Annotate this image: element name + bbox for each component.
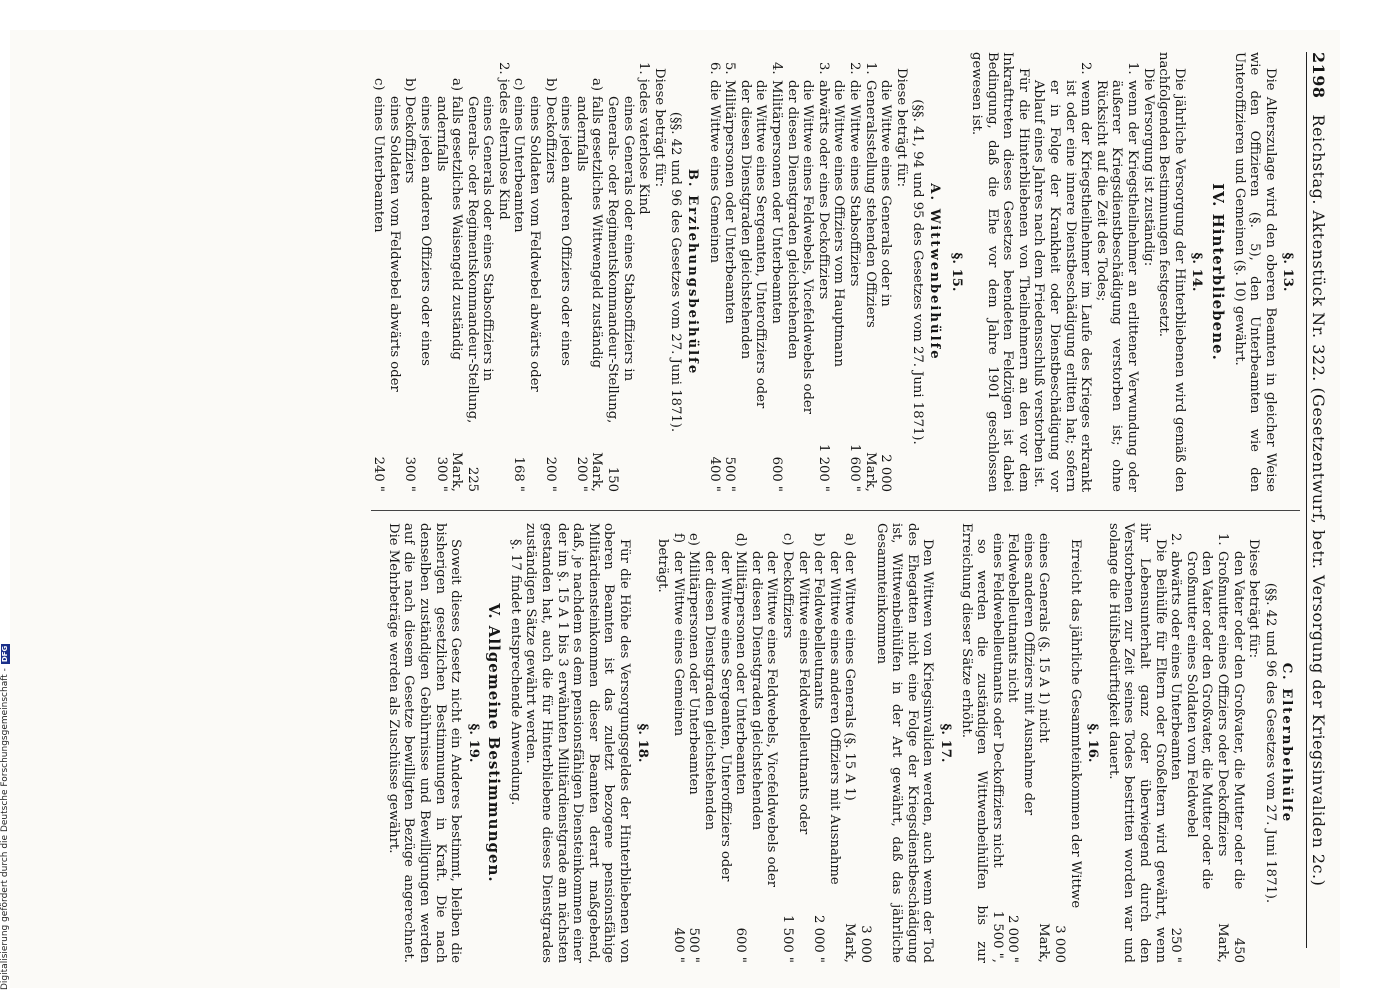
running-title: Reichstag. Aktenstück Nr. 322. (Gesetzentwurf, betr. Versorgung der Kriegsinvaliden 2c.) — [1309, 114, 1328, 887]
chapter-5-heading: V. Allgemeine Bestimmungen. — [485, 603, 504, 883]
subheading-c-intro: Diese beträgt für: — [1246, 539, 1262, 659]
subheading-b-intro: Diese beträgt für: — [651, 68, 667, 188]
section-19-text: Soweit dieses Gesetz nicht ein Anderes bestimmt, bleiben die bisherigen gesetzlichen Bestimmungen in Kraft. Die nach denselben zuständigen Gebührnisse und Bewilligungen werden auf die nach diesem Gesetze bewilligten Bezüge angerechnet. Die Mehrbeträge werden als Zuschüsse gewährt. — [385, 523, 464, 963]
section-18-text: Für die Höhe des Versorgungsgeldes der Hinterbliebenen von oberen Beamten ist das zuletzt bezogene pensionsfähige Militärdiensteinkommen dieser Beamten derart maßgebend, daß, je nachdem es dem pensionsfähigen Diensteinkommen einer der im §. 15 A 1 bis 3 erwähnten Militärdienstgrade am nächsten gestanden hat, auch die für Hinterbliebene dieses Dienstgrades zuständigen Sätze gewährt werden. — [523, 523, 633, 963]
amount-row: eines anderen Offiziers mit Ausnahme der Feldwebelleutnants nicht 2 000 " — [1005, 533, 1036, 963]
list-item: 1. wenn der Kriegstheilnehmer an erlittener Verwundung oder äußerer Kriegsdienstbeschädigung verstorben ist; ohne Rücksicht auf die Zeit des Todes; — [1093, 62, 1141, 492]
section-16-close: so werden die zuständigen Wittwenbeihülfen bis zur Erreichung dieser Sätze erhöht. — [958, 523, 990, 963]
right-column — [371, 510, 1301, 963]
amount-row: f) der Wittwe eines Gemeinen 400 " — [670, 533, 686, 963]
amount-row: 6. die Wittwe eines Gemeinen 400 " — [706, 62, 722, 492]
amount-row: a) eines Generals oder eines Stabsoffiziers in Generals- oder Regimentskommandeur-Stellung, falls gesetzliches Waisengeld zuständig 225 Mark, — [449, 78, 496, 492]
amount-row: e) der Wittwe eines Sergeanten, Unteroffiziers oder der diesen Dienstgraden gleichstehenden Militärpersonen oder Unterbeamten 500 " — [686, 533, 733, 963]
chapter-4-heading: IV. Hinterbliebene. — [1209, 183, 1228, 361]
dfg-logo: DFG — [0, 645, 9, 663]
amount-row: 5. die Wittwe eines Sergeanten, Unteroffiziers oder der diesen Dienstgraden gleichstehenden Militärpersonen oder Unterbeamten 500 " — [722, 62, 769, 492]
section-18-title: §. 18. — [634, 723, 650, 763]
amount-row: 2. den Vater oder den Großvater, die Mutter oder die Großmutter eines Soldaten vom Feldwebel abwärts oder eines Unterbeamten 250 " — [1168, 533, 1215, 963]
amount-row: 3. die Wittwe eines Offiziers vom Hauptmann abwärts oder eines Deckoffiziers 1 200 " — [815, 62, 847, 492]
subheading-c-ref: (§§. 42 und 96 des Gesetzes vom 27. Juni 1871). — [1262, 582, 1278, 904]
page-header — [1306, 52, 1326, 948]
section-14-title: §. 14. — [1189, 252, 1205, 292]
subheading-a-intro: Diese beträgt für: — [893, 68, 909, 188]
amount-row: 1. die Wittwe eines Generals oder in Generalsstellung stehenden Offiziers 2 000 Mark, — [862, 62, 894, 492]
amount-row: b) eines jeden anderen Offiziers oder eines Deckoffiziers 200 " — [542, 78, 574, 492]
amount-row: a) der Wittwe eines Generals (§. 15 A 1) 3 000 Mark, — [842, 533, 873, 963]
subheading-c: C. Elternbeihülfe — [1279, 662, 1295, 824]
section-13-title: §. 13. — [1280, 252, 1296, 292]
section-17-text: Den Wittwen von Kriegsinvaliden werden, auch wenn der Tod des Ehegatten nicht eine Folge der Kriegsdienstbeschädigung ist, Wittwenbeihülfen in der Art gewährt, daß das jährliche Gesammteinkommen — [873, 523, 936, 963]
section-14-close: Für die Hinterbliebenen von Theilnehmern an den vor dem Inkrafttreten dieses Gesetzes beendeten Feldzügen ist dabei Bedingung, daß die Ehe vor dem Jahre 1901 geschlossen gewesen ist. — [969, 52, 1031, 492]
amount-row: 4. die Wittwe eines Feldwebels, Vicefeldwebels oder der diesen Dienstgraden gleichstehenden Militärpersonen oder Unterbeamten 600 " — [769, 62, 816, 492]
amount-row: c) der Wittwe eines Feldwebelleutnants oder Deckoffiziers 1 500 " — [780, 533, 811, 963]
scanned-page — [10, 30, 1340, 988]
subheading-a: A. Wittwenbeihülfe — [926, 183, 942, 361]
amount-row: andernfalls 300 " — [433, 96, 449, 492]
digitization-note — [0, 644, 10, 990]
amount-row: a) eines Generals oder eines Stabsoffiziers in Generals- oder Regimentskommandeur-Stellung, falls gesetzliches Wittwengeld zuständig 150 Mark, — [589, 78, 636, 492]
two-column-body — [371, 52, 1301, 963]
amount-row: eines Generals (§. 15 A 1) nicht 3 000 Mark, — [1036, 533, 1068, 963]
section-17-close: beträgt. — [655, 539, 671, 593]
b2-label: 2. jedes elternlose Kind — [495, 62, 511, 220]
section-18-text2: §. 17 findet entsprechende Anwendung. — [507, 539, 523, 806]
subheading-a-ref: (§§. 41, 94 und 95 des Gesetzes vom 27. Juni 1871). — [910, 99, 926, 445]
amount-row: c) eines Soldaten vom Feldwebel abwärts oder eines Unterbeamten 168 " — [511, 78, 543, 492]
amount-row: b) der Wittwe eines anderen Offiziers mit Ausnahme der Feldwebelleutnants 2 000 " — [811, 533, 842, 963]
amount-row: c) eines Soldaten vom Feldwebel abwärts oder eines Unterbeamten 240 " — [371, 78, 402, 492]
subheading-c-close: Die Beihülfe für Eltern oder Großeltern wird gewährt, wenn ihr Lebensunterhalt ganz oder überwiegend durch den Verstorbenen zur Zeit seines Todes bestritten worden war und solange die Hülfsbedürftigkeit dauert. — [1105, 523, 1168, 963]
section-15-title: §. 15. — [948, 252, 964, 292]
subheading-b-ref: (§§. 42 und 96 des Gesetzes vom 27. Juni 1871). — [668, 111, 684, 433]
section-14-line2: Die Versorgung ist zuständig: — [1140, 68, 1156, 267]
amount-row: 2. die Wittwe eines Stabsoffiziers 1 600 " — [846, 62, 862, 492]
amount-row: b) eines jeden anderen Offiziers oder eines Deckoffiziers 300 " — [402, 78, 433, 492]
section-16-intro: Erreicht das jährliche Gesammteinkommen der Wittwe — [1067, 539, 1083, 909]
rotated-page-content — [20, 30, 1340, 970]
section-16-title: §. 16. — [1085, 723, 1101, 763]
amount-row: 1. den Vater oder den Großvater, die Mutter oder die Großmutter eines Offiziers oder Deckoffiziers 450 Mark, — [1215, 533, 1246, 963]
section-17-title: §. 17. — [937, 723, 953, 763]
amount-row: eines Feldwebelleutnants oder Deckoffiziers nicht 1 500 ", — [989, 533, 1005, 963]
section-14-intro: Die jährliche Versorgung der Hinterbliebenen wird gemäß den nachfolgenden Bestimmungen festgesetzt. — [1156, 52, 1187, 492]
amount-row: d) der Wittwe eines Feldwebels, Vicefeldwebels oder der diesen Dienstgraden gleichstehenden Militärpersonen oder Unterbeamten 600 " — [733, 533, 780, 963]
page-number: 2198 — [1309, 52, 1328, 99]
section-19-title: §. 19. — [465, 723, 481, 763]
section-13-text: Die Alterszulage wird den oberen Beamten in gleicher Weise wie den Offizieren (§. 5), den Unterbeamten wie den Unteroffizieren und Gemeinen (§. 10) gewährt. — [1231, 52, 1278, 492]
b1-label: 1. jedes vaterlose Kind — [636, 62, 652, 215]
dfg-note-text: Digitalisierung gefördert durch die Deutsche Forschungsgemeinschaft - — [0, 668, 10, 990]
amount-row: andernfalls 200 " — [573, 96, 589, 492]
left-column — [371, 52, 1301, 492]
subheading-b: B. Erziehungsbeihülfe — [685, 168, 701, 376]
list-item: 2. wenn der Kriegstheilnehmer im Laufe des Krieges erkrankt ist oder eine innere Dienstbeschädigung erlitten hat; sofern er in Folge der Krankheit oder Dienstbeschädigung vor Ablauf eines Jahres nach dem Friedensschluß verstorben ist. — [1031, 62, 1094, 492]
